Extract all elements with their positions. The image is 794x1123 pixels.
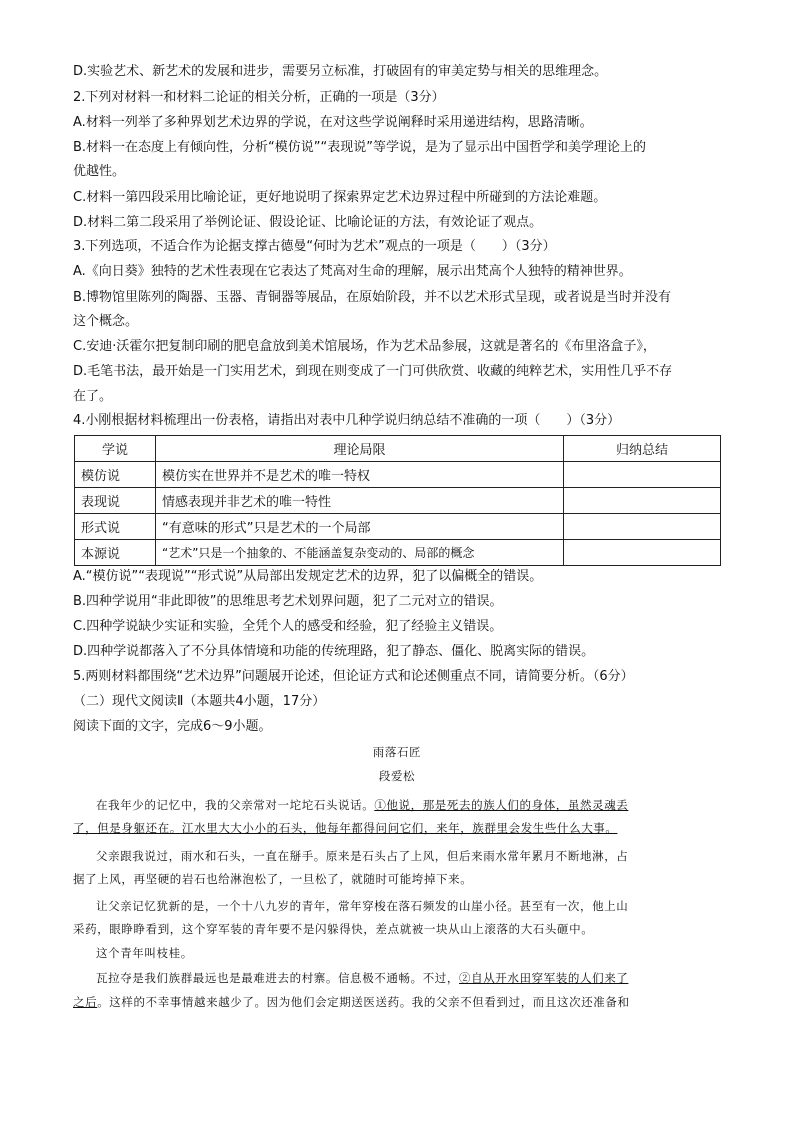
table-cell-limitation: “有意味的形式”只是艺术的一个局部 [156, 514, 564, 540]
table-header-cell: 归纳总结 [564, 436, 721, 462]
table-row [75, 488, 721, 514]
table-cell-theory: 模仿说 [75, 462, 156, 488]
q2-stem: 2.下列对材料一和材料二论证的相关分析，正确的一项是（3分） [73, 90, 445, 105]
q3-option-c: C.安迪·沃霍尔把复制印刷的肥皂盒放到美术馆展场，作为艺术品参展，这就是著名的《布里洛盒子》， [73, 339, 656, 354]
table-row [75, 462, 721, 488]
q2-option-d: D.材料二第二段采用了举例论证、假设论证、比喻论证的方法，有效论证了观点。 [73, 215, 543, 230]
q3-option-d: D.毛笔书法，最开始是一门实用艺术，到现在则变成了一门可供欣赏、收藏的纯粹艺术，实用性几乎不存 [73, 364, 673, 379]
story-paragraph-2-cont: 据了上风，再坚硬的岩石也给淋泡松了，一旦松了，就随时可能垮掉下来。 [73, 872, 473, 886]
q3-option-d-cont: 在了。 [73, 389, 113, 404]
underlined-sentence-2-cont: 之后 [73, 995, 98, 1009]
table-cell-summary [564, 488, 721, 514]
story-title: 雨落石匠 [372, 745, 422, 759]
q2-option-c: C.材料一第四段采用比喻论证，更好地说明了探索界定艺术边界过程中所碰到的方法论难题。 [73, 190, 607, 205]
table-cell-summary [564, 462, 721, 488]
q2-option-a: A.材料一列举了多种界划艺术边界的学说，在对这些学说阐释时采用递进结构，思路清晰。 [73, 115, 593, 130]
table-header-cell: 学说 [75, 436, 156, 462]
story-paragraph-5-cont [73, 994, 630, 1010]
table-cell-limitation: “艺术”只是一个抽象的、不能涵盖复杂变动的、局部的概念 [156, 540, 564, 566]
q5-stem: 5.两则材料都围绕“艺术边界”问题展开论述，但论证方式和论述侧重点不同，请简要分析。（6分） [73, 669, 634, 684]
paragraph-text: 在我年少的记忆中，我的父亲常对一坨坨石头说话。 [96, 798, 375, 812]
q4-stem: 4.小刚根据材料梳理出一份表格，请指出对表中几种学说归纳总结不准确的一项（ ）（3分） [73, 413, 621, 428]
q3-stem: 3.下列选项，不适合作为论据支撑古德曼“何时为艺术”观点的一项是（ ）（3分） [73, 239, 556, 254]
table-row [75, 540, 721, 566]
story-paragraph-5 [96, 970, 628, 986]
table-cell-theory: 表现说 [75, 488, 156, 514]
q2-option-b-cont: 优越性。 [73, 164, 126, 179]
underlined-sentence-2: ②自从开水田穿军装的人们来了 [459, 971, 629, 985]
story-author: 段爱松 [378, 769, 416, 783]
q3-option-b: B.博物馆里陈列的陶器、玉器、青铜器等展品，在原始阶段，并不以艺术形式呈现，或者说是当时并没有 [73, 290, 672, 305]
table-header-cell: 理论局限 [156, 436, 564, 462]
table-cell-theory: 本源说 [75, 540, 156, 566]
paragraph-text: 瓦拉夺是我们族群最远也是最难进去的村寨。信息极不通畅。不过， [96, 971, 459, 985]
table-cell-theory: 形式说 [75, 514, 156, 540]
q4-option-b: B.四种学说用“非此即彼”的思维思考艺术划界问题，犯了二元对立的错误。 [73, 594, 503, 609]
story-paragraph-4: 这个青年叫枝桂。 [96, 946, 193, 960]
q1-option-d: D.实验艺术、新艺术的发展和进步，需要另立标准，打破固有的审美定势与相关的思维理念。 [73, 64, 608, 79]
q3-option-b-cont: 这个概念。 [73, 314, 139, 329]
table-cell-limitation: 情感表现并非艺术的唯一特性 [156, 488, 564, 514]
underlined-sentence-1-cont: 了，但是身躯还在。江水里大大小小的石头，他每年都得问问它们，来年，族群里会发生些什么大事。 [73, 821, 618, 835]
table-cell-summary [564, 540, 721, 566]
section-heading: （二）现代文阅读Ⅱ（本题共4小题，17分） [73, 694, 326, 709]
story-paragraph-2: 父亲跟我说过，雨水和石头，一直在掰手。原来是石头占了上风，但后来雨水常年累月不断地淋，占 [96, 849, 629, 863]
theory-summary-table [74, 435, 721, 566]
story-paragraph-3: 让父亲记忆犹新的是，一个十八九岁的青年，常年穿梭在落石频发的山崖小径。甚至有一次，他上山 [96, 899, 629, 913]
underlined-sentence-1: ①他说，那是死去的族人们的身体，虽然灵魂丢 [374, 798, 629, 812]
story-paragraph-3-cont: 采药，眼睁睁看到，这个穿军装的青年要不是闪躲得快，差点就被一块从山上滚落的大石头砸中。 [73, 922, 594, 936]
table-cell-limitation: 模仿实在世界并不是艺术的唯一特权 [156, 462, 564, 488]
q3-option-a: A.《向日葵》独特的艺术性表现在它表达了梵高对生命的理解，展示出梵高个人独特的精神世界。 [73, 264, 632, 279]
q4-option-c: C.四种学说缺少实证和实验，全凭个人的感受和经验，犯了经验主义错误。 [73, 619, 503, 634]
table-cell-summary [564, 514, 721, 540]
story-paragraph-1 [96, 797, 628, 813]
reading-instruction: 阅读下面的文字，完成6～9小题。 [73, 719, 272, 734]
table-header-row [75, 436, 721, 462]
table-row [75, 514, 721, 540]
q2-option-b: B.材料一在态度上有倾向性，分析“模仿说”“表现说”等学说，是为了显示出中国哲学和美学理论上的 [73, 140, 646, 155]
q4-option-a: A.“模仿说”“表现说”“形式说”从局部出发规定艺术的边界，犯了以偏概全的错误。 [73, 569, 543, 584]
q4-option-d: D.四种学说都落入了不分具体情境和功能的传统理路，犯了静态、僵化、脱离实际的错误。 [73, 644, 595, 659]
paragraph-text: 。这样的不幸事情越来越少了。因为他们会定期送医送药。我的父亲不但看到过，而且这次还准备和 [97, 995, 630, 1009]
